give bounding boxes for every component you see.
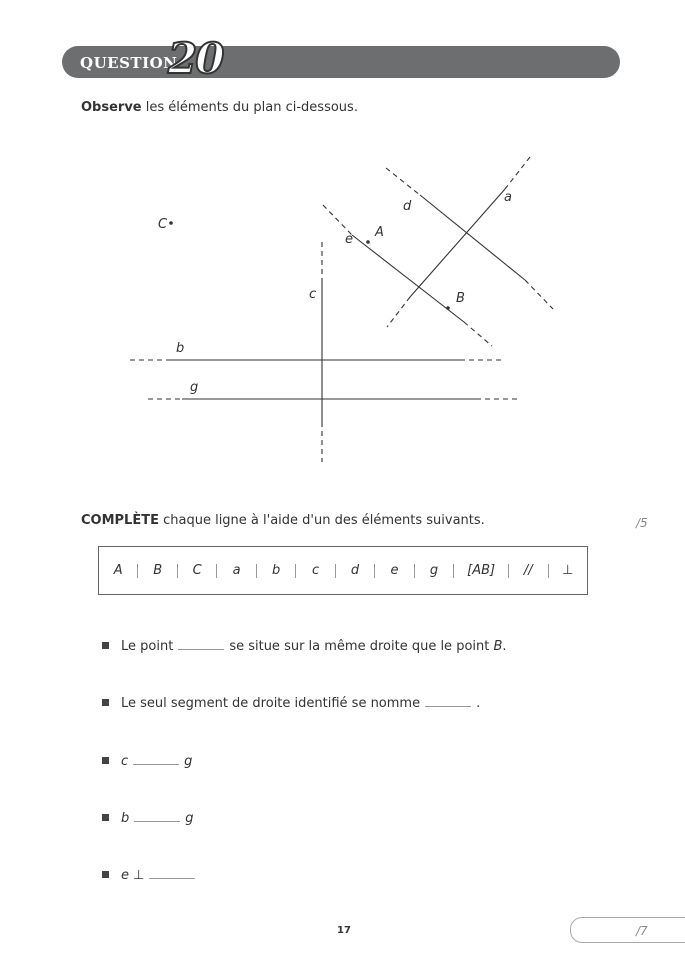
intro-text: les éléments du plan ci-dessous.	[141, 100, 358, 115]
label-A: A	[375, 225, 384, 240]
item-text: .	[502, 639, 507, 654]
answer-blank[interactable]	[149, 877, 195, 879]
item-text: e ⊥	[121, 868, 145, 883]
list-item	[102, 754, 192, 769]
word-bank-item[interactable]: //	[523, 563, 533, 578]
point-C	[169, 221, 173, 225]
word-bank-item[interactable]: ⊥	[562, 563, 574, 578]
line-a-dashed-bottom	[387, 297, 410, 327]
word-bank-item[interactable]: [AB]	[467, 563, 496, 578]
line-e-dashed-bottom	[464, 322, 492, 346]
line-a	[410, 189, 505, 297]
answer-blank[interactable]	[134, 820, 180, 822]
label-a: a	[504, 190, 512, 205]
word-bank-item[interactable]: e	[390, 563, 399, 578]
item-text: g	[185, 811, 194, 826]
list-item	[102, 696, 480, 711]
word-bank-item[interactable]: c	[312, 563, 320, 578]
bullet-icon	[102, 699, 109, 706]
word-bank-item[interactable]: C	[192, 563, 202, 578]
word-bank-item[interactable]: A	[113, 563, 123, 578]
answer-blank[interactable]	[133, 763, 179, 765]
label-d: d	[403, 199, 412, 214]
item-text: se situe sur la même droite que le point	[229, 639, 490, 654]
item-text: Le seul segment de droite identifié se nomme	[121, 696, 421, 711]
word-bank-item[interactable]: B	[153, 563, 163, 578]
footer-score: /7	[636, 924, 648, 938]
question-label: QUESTION	[80, 54, 178, 72]
item-text: c	[121, 754, 129, 769]
word-bank-item[interactable]: b	[271, 563, 281, 578]
point-B	[446, 306, 450, 310]
bullet-icon	[102, 871, 109, 878]
task-instruction	[81, 513, 485, 528]
label-e: e	[345, 232, 353, 247]
bullet-icon	[102, 814, 109, 821]
point-A	[366, 240, 370, 244]
item-text: Le point	[121, 639, 174, 654]
label-C: C	[158, 217, 168, 232]
label-c: c	[309, 287, 317, 302]
line-e-dashed-top	[323, 205, 352, 235]
task-text: chaque ligne à l'aide d'un des éléments suivants.	[158, 513, 485, 528]
word-bank-item[interactable]: g	[429, 563, 439, 578]
word-bank-item[interactable]: a	[232, 563, 241, 578]
question-number: 20	[168, 34, 223, 83]
task-score: /5	[636, 516, 648, 530]
page-number: 17	[337, 925, 351, 936]
label-B: B	[456, 291, 465, 306]
label-b: b	[176, 341, 185, 356]
label-g: g	[190, 380, 199, 395]
task-verb: COMPLÈTE	[81, 513, 159, 528]
item-text: B	[493, 639, 503, 654]
item-text: b	[121, 811, 130, 826]
list-item	[102, 639, 507, 654]
item-text: g	[184, 754, 193, 769]
intro-verb: Observe	[81, 100, 142, 115]
word-bank	[98, 546, 588, 595]
word-bank-item[interactable]: d	[350, 563, 360, 578]
item-text: .	[476, 696, 481, 711]
answer-blank[interactable]	[178, 648, 224, 650]
list-item	[102, 868, 200, 883]
line-d-dashed-top	[386, 168, 420, 195]
line-a-dashed-top	[505, 157, 530, 189]
bullet-icon	[102, 757, 109, 764]
bullet-icon	[102, 642, 109, 649]
list-item	[102, 811, 194, 826]
footer-score-box	[570, 917, 685, 943]
line-d-dashed-bottom	[525, 280, 553, 309]
answer-blank[interactable]	[425, 705, 471, 707]
